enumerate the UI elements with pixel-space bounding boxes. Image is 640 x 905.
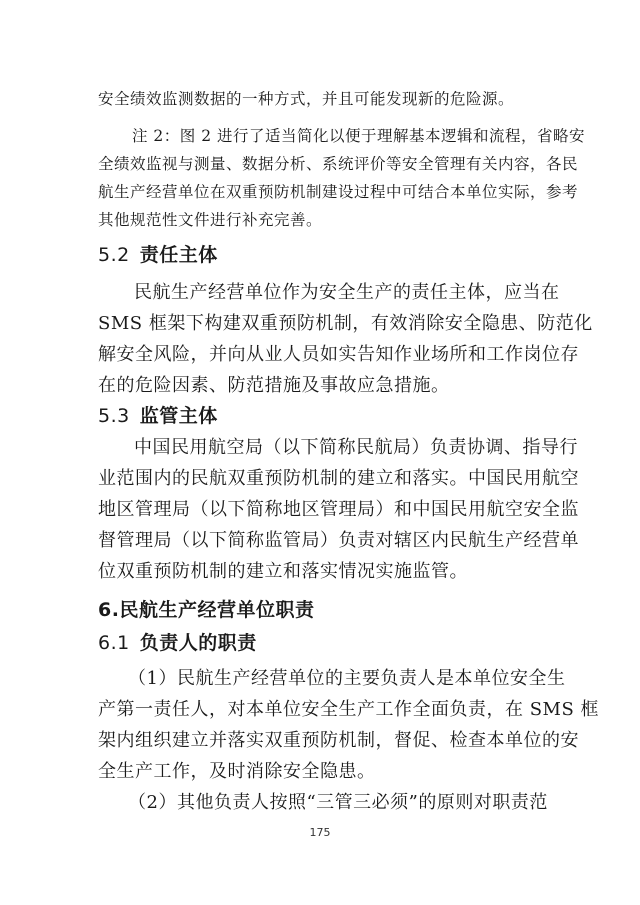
sec61-line-5: （2）其他负责人按照“三管三必须”的原则对职责范 [128,792,548,813]
section-5-2-heading [98,240,218,267]
sec53-line-5: 位双重预防机制的建立和落实情况实施监管。 [98,561,468,582]
sec61-line-1: （1）民航生产经营单位的主要负责人是本单位安全生 [128,668,566,689]
sec52-line-4: 在的危险因素、防范措施及事故应急措施。 [98,375,450,396]
sec52-line-1: 民航生产经营单位作为安全生产的责任主体，应当在 [134,282,560,303]
section-6-1-heading [98,628,257,655]
note-line-1: 注 2：图 2 进行了适当简化以便于理解基本逻辑和流程，省略安 [132,127,586,145]
section-title: 责任主体 [139,244,218,266]
section-title: 负责人的职责 [139,632,257,654]
section-6-heading: 6.民航生产经营单位职责 [98,599,315,621]
sec61-line-2: 产第一责任人，对本单位安全生产工作全面负责，在 SMS 框 [98,699,600,720]
sec53-line-3: 地区管理局（以下简称地区管理局）和中国民用航空安全监 [98,499,579,520]
sec61-line-3: 架内组织建立并落实双重预防机制，督促、检查本单位的安 [98,730,579,751]
section-number: 5.2 [98,244,130,266]
section-title: 监管主体 [139,405,218,427]
note-line-4: 其他规范性文件进行补充完善。 [98,211,323,229]
note-line-2: 全绩效监视与测量、数据分析、系统评价等安全管理有关内容，各民 [98,155,579,173]
sec53-line-1: 中国民用航空局（以下简称民航局）负责协调、指导行 [134,437,578,458]
section-number: 5.3 [98,405,130,427]
note-line-3: 航生产经营单位在双重预防机制建设过程中可结合本单位实际，参考 [98,183,579,201]
intro-line-1: 安全绩效监测数据的一种方式，并且可能发现新的危险源。 [98,90,515,108]
page-number: 175 [309,826,331,839]
sec53-line-4: 督管理局（以下简称监管局）负责对辖区内民航生产经营单 [98,530,579,551]
sec52-line-2: SMS 框架下构建双重预防机制，有效消除安全隐患、防范化 [98,313,593,334]
section-5-3-heading [98,401,218,428]
sec61-line-4: 全生产工作，及时消除安全隐患。 [98,761,376,782]
sec52-line-3: 解安全风险，并向从业人员如实告知作业场所和工作岗位存 [98,344,579,365]
sec53-line-2: 业范围内的民航双重预防机制的建立和落实。中国民用航空 [98,468,579,489]
section-number: 6.1 [98,632,130,654]
